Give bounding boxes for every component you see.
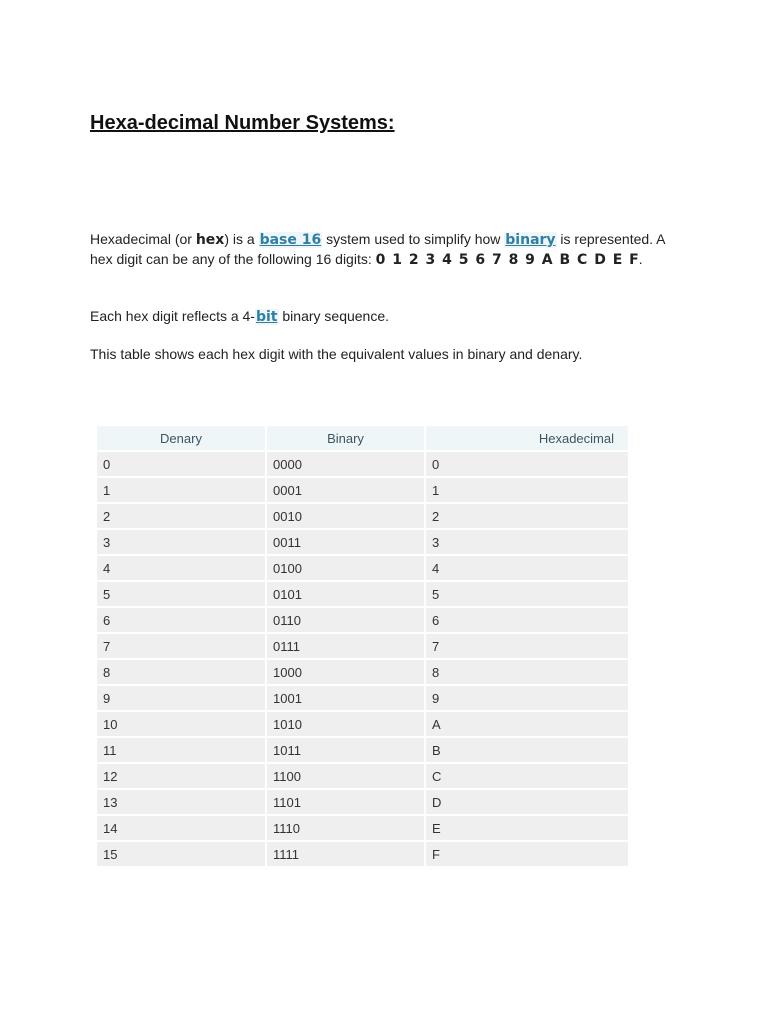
header-denary: Denary bbox=[97, 426, 265, 450]
table-description: This table shows each hex digit with the equivalent values in binary and denary. bbox=[90, 346, 583, 362]
page-title: Hexa-decimal Number Systems: bbox=[90, 112, 395, 134]
cell-binary: 0001 bbox=[267, 478, 424, 502]
cell-binary: 1110 bbox=[267, 816, 424, 840]
table-row bbox=[97, 504, 628, 528]
cell-binary: 1010 bbox=[267, 712, 424, 736]
table-row bbox=[97, 790, 628, 814]
cell-hexadecimal: 5 bbox=[426, 582, 628, 606]
table-row bbox=[97, 478, 628, 502]
cell-denary: 9 bbox=[97, 686, 265, 710]
table-header-row bbox=[97, 426, 628, 450]
base-16-link[interactable]: base 16 bbox=[259, 232, 322, 248]
cell-denary: 15 bbox=[97, 842, 265, 866]
bit-link[interactable]: bit bbox=[255, 309, 278, 325]
cell-hexadecimal: 4 bbox=[426, 556, 628, 580]
cell-denary: 0 bbox=[97, 452, 265, 476]
cell-denary: 12 bbox=[97, 764, 265, 788]
cell-hexadecimal: F bbox=[426, 842, 628, 866]
intro-text-1: Hexadecimal (or bbox=[90, 231, 196, 247]
table-row bbox=[97, 582, 628, 606]
header-hexadecimal: Hexadecimal bbox=[426, 426, 628, 450]
hex-digits-list: 0 1 2 3 4 5 6 7 8 9 A B C D E F bbox=[375, 252, 639, 268]
table-body bbox=[97, 452, 628, 866]
cell-hexadecimal: 0 bbox=[426, 452, 628, 476]
cell-denary: 8 bbox=[97, 660, 265, 684]
cell-hexadecimal: 6 bbox=[426, 608, 628, 632]
intro-paragraph bbox=[90, 230, 690, 270]
cell-hexadecimal: 8 bbox=[426, 660, 628, 684]
cell-binary: 1111 bbox=[267, 842, 424, 866]
table-row bbox=[97, 530, 628, 554]
header-binary: Binary bbox=[267, 426, 424, 450]
cell-binary: 0110 bbox=[267, 608, 424, 632]
cell-binary: 1011 bbox=[267, 738, 424, 762]
bit-paragraph bbox=[90, 307, 690, 327]
cell-denary: 14 bbox=[97, 816, 265, 840]
cell-denary: 1 bbox=[97, 478, 265, 502]
cell-denary: 13 bbox=[97, 790, 265, 814]
cell-denary: 3 bbox=[97, 530, 265, 554]
table-row bbox=[97, 660, 628, 684]
cell-binary: 1100 bbox=[267, 764, 424, 788]
table-row bbox=[97, 764, 628, 788]
cell-binary: 0000 bbox=[267, 452, 424, 476]
cell-binary: 0111 bbox=[267, 634, 424, 658]
cell-denary: 5 bbox=[97, 582, 265, 606]
cell-hexadecimal: 3 bbox=[426, 530, 628, 554]
cell-binary: 1001 bbox=[267, 686, 424, 710]
cell-denary: 6 bbox=[97, 608, 265, 632]
intro-text-2: ) is a bbox=[224, 231, 259, 247]
table-row bbox=[97, 816, 628, 840]
table-row bbox=[97, 686, 628, 710]
bit-text-2: binary sequence. bbox=[278, 308, 390, 324]
table-row bbox=[97, 556, 628, 580]
bit-text-1: Each hex digit reflects a 4- bbox=[90, 308, 255, 324]
cell-binary: 1000 bbox=[267, 660, 424, 684]
table-row bbox=[97, 738, 628, 762]
table-row bbox=[97, 608, 628, 632]
binary-link[interactable]: binary bbox=[505, 232, 556, 248]
table-row bbox=[97, 842, 628, 866]
cell-denary: 11 bbox=[97, 738, 265, 762]
cell-hexadecimal: 2 bbox=[426, 504, 628, 528]
intro-text-3: system used to simplify how bbox=[322, 231, 505, 247]
cell-binary: 0100 bbox=[267, 556, 424, 580]
cell-binary: 1101 bbox=[267, 790, 424, 814]
table-row bbox=[97, 452, 628, 476]
hex-conversion-table bbox=[95, 424, 630, 868]
cell-denary: 4 bbox=[97, 556, 265, 580]
cell-hexadecimal: A bbox=[426, 712, 628, 736]
cell-hexadecimal: B bbox=[426, 738, 628, 762]
cell-hexadecimal: E bbox=[426, 816, 628, 840]
table-row bbox=[97, 634, 628, 658]
cell-hexadecimal: 9 bbox=[426, 686, 628, 710]
intro-text-5: . bbox=[638, 251, 643, 267]
cell-binary: 0101 bbox=[267, 582, 424, 606]
cell-hexadecimal: 7 bbox=[426, 634, 628, 658]
cell-binary: 0010 bbox=[267, 504, 424, 528]
cell-hexadecimal: C bbox=[426, 764, 628, 788]
hex-term: hex bbox=[195, 232, 225, 248]
cell-binary: 0011 bbox=[267, 530, 424, 554]
table-row bbox=[97, 712, 628, 736]
intro-text-4: is represented. A hex digit can be any of the following 16 digits: bbox=[90, 231, 665, 267]
cell-denary: 2 bbox=[97, 504, 265, 528]
cell-denary: 10 bbox=[97, 712, 265, 736]
cell-hexadecimal: 1 bbox=[426, 478, 628, 502]
cell-denary: 7 bbox=[97, 634, 265, 658]
cell-hexadecimal: D bbox=[426, 790, 628, 814]
